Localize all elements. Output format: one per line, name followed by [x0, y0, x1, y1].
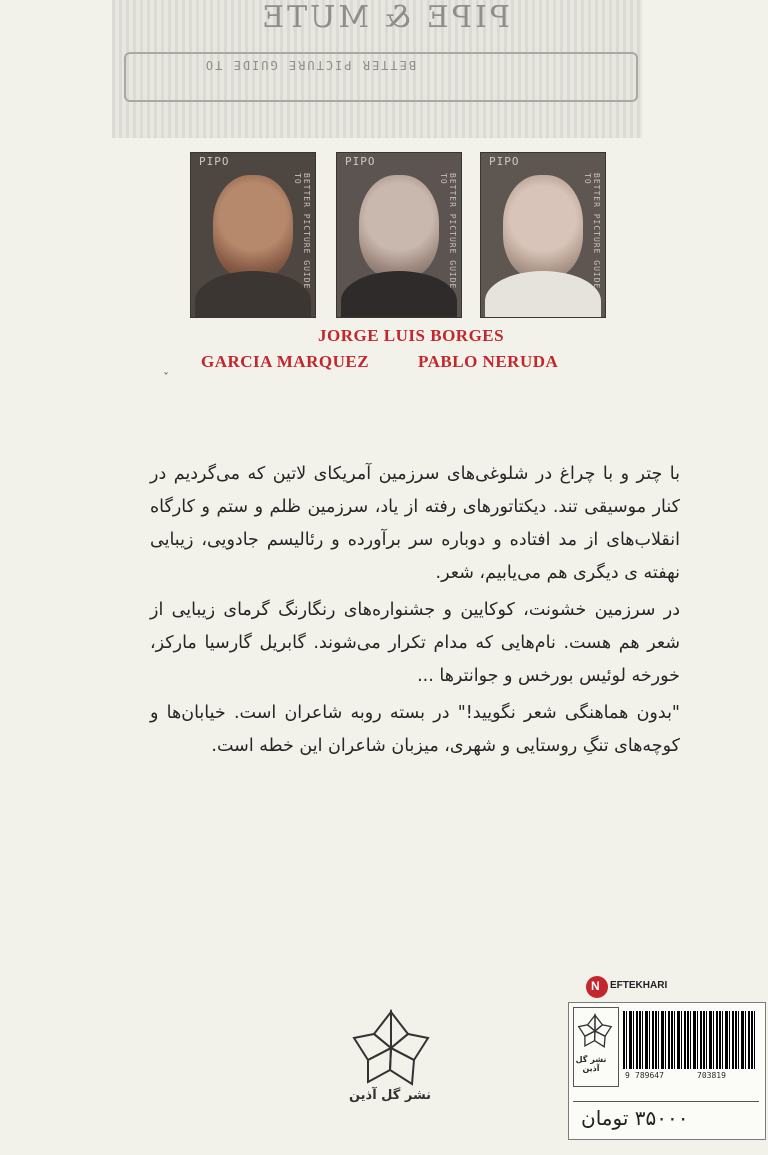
- portrait-borges: [336, 152, 462, 318]
- header-title: PIPE & MUTE: [259, 0, 510, 35]
- face: [213, 175, 293, 279]
- stamp-caption: BETTER PICTURE GUIDE TO: [439, 173, 457, 290]
- flower-pinwheel-icon: [350, 1008, 432, 1088]
- body: [195, 271, 311, 318]
- face: [359, 175, 439, 279]
- flower-pinwheel-icon: [577, 1013, 613, 1049]
- description-text: [150, 458, 680, 767]
- isbn-middle: 789647: [635, 1071, 664, 1080]
- face: [503, 175, 583, 279]
- barcode-card: [568, 1002, 766, 1140]
- eftekhari-logo-icon: [586, 976, 608, 998]
- eftekhari-logo-letter: N: [591, 979, 600, 993]
- stamp-label: PIPO: [345, 155, 376, 168]
- body: [341, 271, 457, 318]
- distributor-name: EFTEKHARI: [610, 980, 668, 991]
- portrait-neruda: [480, 152, 606, 318]
- paragraph: با چتر و با چراغ در شلوغی‌های سرزمین آمریکای لاتین که می‌گردیم در کنار موسیقی تند. دیکتاتورهای رفته از یاد، سرزمین ظلم و ستم و کارگاه انقلاب‌های از مد افتاده و دوباره سر برآورده و رئالیسم جادویی، زیبایی نهفته‌ ی دیگری هم می‌یابیم، شعر.: [150, 464, 680, 583]
- portrait-marquez: [190, 152, 316, 318]
- name-marquez: GARCIA MARQUEZ: [201, 352, 370, 371]
- header-subtitle: BETTER PICTURE GUIDE TO: [203, 58, 417, 72]
- paragraph: در سرزمین خشونت، کوکایین و جشنواره‌های رنگارنگ گرمای زیبایی از شعر هم هست. نام‌هایی که مدام تکرار می‌شوند. گابریل گارسیا مارکز، خورخه لوئیس بورخس و جوانترها ...: [150, 600, 680, 686]
- stamp-label: PIPO: [489, 155, 520, 168]
- stamp-caption: BETTER PICTURE GUIDE TO: [293, 173, 311, 290]
- isbn-end: 703819: [697, 1071, 726, 1080]
- barcode: [623, 1011, 757, 1069]
- publisher-name: نشر گل آذین: [348, 1088, 432, 1103]
- stamp-caption: BETTER PICTURE GUIDE TO: [583, 173, 601, 290]
- price-label: ۳۵۰۰۰ تومان: [581, 1106, 689, 1130]
- small-mark: ˇ: [163, 371, 169, 385]
- isbn-prefix: 9: [625, 1071, 630, 1080]
- body: [485, 271, 601, 318]
- name-borges: JORGE LUIS BORGES: [318, 326, 505, 345]
- stamp-label: PIPO: [199, 155, 230, 168]
- name-neruda: PABLO NERUDA: [418, 352, 559, 371]
- paragraph: "بدون هماهنگی شعر نگویید!" در بسته روبه شاعران است. خیابان‌ها و کوچه‌های تنگِ روستایی و شهری، میزبان شاعران این خطه است.: [150, 703, 680, 756]
- mini-publisher-name: نشر گل آذین: [575, 1055, 607, 1073]
